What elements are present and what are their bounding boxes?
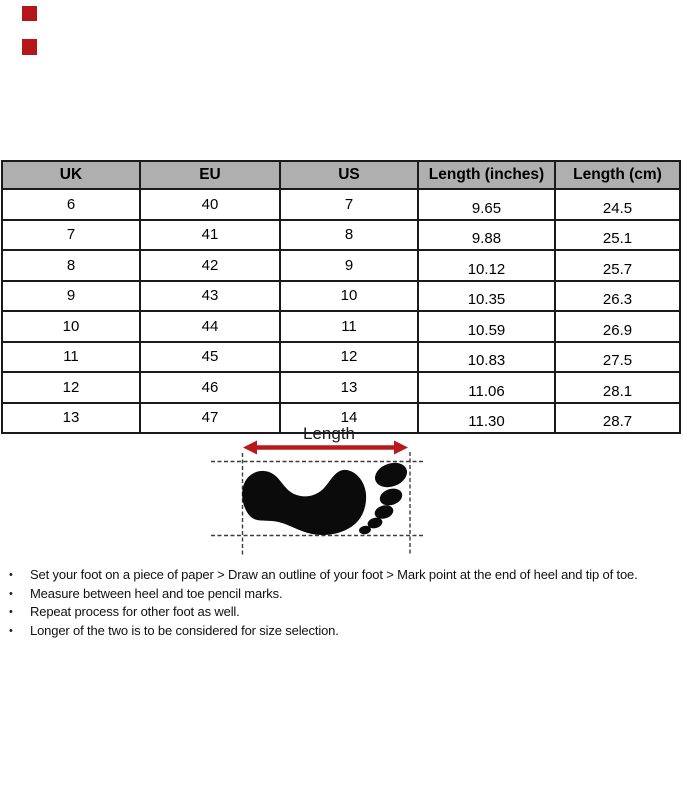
table-cell: 8 [280, 220, 418, 251]
red-square-marker [22, 6, 37, 21]
table-cell: 7 [2, 220, 140, 251]
table-cell: 24.5 [555, 189, 680, 220]
table-cell: 14 [280, 403, 418, 434]
table-cell: 25.7 [555, 250, 680, 281]
table-header-row [2, 161, 680, 189]
table-cell: 10.83 [418, 342, 555, 373]
instruction-text: Set your foot on a piece of paper > Draw an outline of your foot > Mark point at the end of heel and tip of toe. [30, 567, 638, 582]
table-row [2, 311, 680, 342]
header-eu: EU [140, 161, 280, 189]
table-cell: 45 [140, 342, 280, 373]
instruction-item [9, 622, 638, 641]
table-cell: 44 [140, 311, 280, 342]
instruction-item [9, 585, 638, 604]
table-cell: 40 [140, 189, 280, 220]
table-cell: 10.12 [418, 250, 555, 281]
table-cell: 26.3 [555, 281, 680, 312]
table-cell: 13 [280, 372, 418, 403]
table-cell: 11.30 [418, 403, 555, 434]
table-cell: 10 [2, 311, 140, 342]
table-row [2, 189, 680, 220]
table-cell: 11 [280, 311, 418, 342]
header-us: US [280, 161, 418, 189]
footprint-icon [242, 459, 410, 536]
bullet-icon: • [9, 606, 13, 618]
table-cell: 12 [280, 342, 418, 373]
table-row [2, 250, 680, 281]
length-label: Length [303, 424, 355, 443]
instruction-text: Measure between heel and toe pencil marks. [30, 585, 283, 601]
bullet-icon: • [9, 624, 13, 637]
table-cell: 11 [2, 342, 140, 373]
instruction-text: Longer of the two is to be considered for size selection. [30, 622, 339, 638]
table-cell: 9.88 [418, 220, 555, 251]
instruction-item [9, 603, 638, 622]
size-table-body [2, 189, 680, 433]
table-cell: 27.5 [555, 342, 680, 373]
table-cell: 11.06 [418, 372, 555, 403]
table-cell: 28.1 [555, 372, 680, 403]
table-cell: 8 [2, 250, 140, 281]
table-cell: 25.1 [555, 220, 680, 251]
instruction-list [9, 566, 638, 640]
table-cell: 28.7 [555, 403, 680, 434]
table-cell: 9 [280, 250, 418, 281]
header-length-inches: Length (inches) [418, 161, 555, 189]
table-row [2, 342, 680, 373]
table-cell: 13 [2, 403, 140, 434]
table-cell: 12 [2, 372, 140, 403]
instruction-text: Repeat process for other foot as well. [30, 604, 240, 619]
table-cell: 26.9 [555, 311, 680, 342]
table-row [2, 281, 680, 312]
table-cell: 7 [280, 189, 418, 220]
table-cell: 10.35 [418, 281, 555, 312]
table-cell: 6 [2, 189, 140, 220]
foot-measure-diagram [198, 418, 446, 566]
red-square-marker [22, 39, 37, 55]
table-cell: 46 [140, 372, 280, 403]
table-cell: 9 [2, 281, 140, 312]
table-cell: 42 [140, 250, 280, 281]
foot-diagram-svg [198, 418, 446, 566]
bullet-icon: • [9, 587, 13, 600]
table-cell: 9.65 [418, 189, 555, 220]
table-row [2, 372, 680, 403]
header-length-cm: Length (cm) [555, 161, 680, 189]
table-cell: 43 [140, 281, 280, 312]
table-row [2, 220, 680, 251]
bullet-icon: • [9, 569, 13, 581]
size-table [1, 160, 681, 434]
table-cell: 10.59 [418, 311, 555, 342]
header-uk: UK [2, 161, 140, 189]
size-table-head [2, 161, 680, 189]
instruction-item [9, 566, 638, 585]
table-cell: 10 [280, 281, 418, 312]
table-cell: 47 [140, 403, 280, 434]
table-cell: 41 [140, 220, 280, 251]
